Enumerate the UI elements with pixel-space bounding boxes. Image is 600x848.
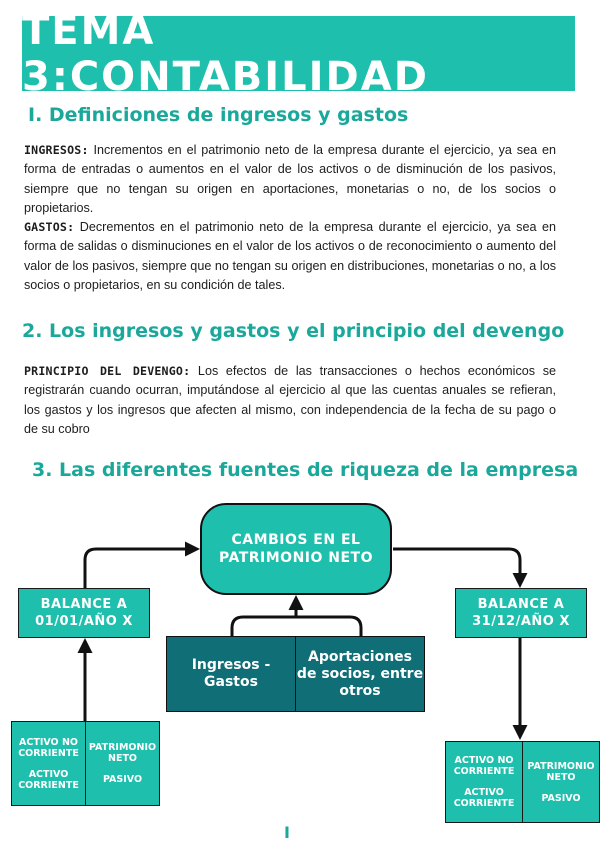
connector-center-to-end [393, 549, 520, 585]
section-heading-devengo: 2. Los ingresos y gastos y el principio del devengo [22, 320, 565, 342]
balance-sheet-end [445, 741, 600, 823]
gastos-definition [24, 218, 556, 295]
balance-start-node: BALANCE A 01/01/AÑO X [18, 588, 150, 638]
page-number: I [284, 823, 290, 842]
contributions-cell: Aportaciones de socios, entre otros [295, 637, 424, 711]
devengo-term: PRINCIPIO DEL DEVENGO: [24, 364, 191, 378]
liabilities-column [522, 742, 599, 822]
patrimonio-neto-changes-node: CAMBIOS EN EL PATRIMONIO NETO [200, 503, 392, 595]
pasivo-label: PASIVO [102, 774, 143, 785]
assets-column [12, 722, 85, 805]
patrimonio-neto-label: PATRIMONIO NETO [88, 742, 157, 764]
assets-column [446, 742, 522, 822]
patrimonio-neto-label: PATRIMONIO NETO [527, 760, 595, 783]
ingresos-text: Incrementos en el patrimonio neto de la empresa durante el ejercicio, ya sea en forma de entradas o aumentos en el valor de los activos o de disminución de los pasivos, siempre que no tengan su origen en aportaciones, monetarias o no, de los socios o propietarios. [24, 143, 556, 215]
income-expenses-cell: Ingresos - Gastos [191, 657, 271, 690]
activo-no-corriente-label: ACTIVO NO CORRIENTE [18, 736, 79, 759]
pasivo-label: PASIVO [541, 792, 581, 804]
devengo-text: Los efectos de las transacciones o hechos económicos se registrarán cuando ocurran, imputándose al ejercicio al que las cuentas anuales se refieran, los gastos y los ingresos que afecten al mismo, con independencia de la fecha de su pago o de su cobro [24, 364, 556, 436]
balance-sheet-start [11, 721, 160, 806]
section-heading-definitions: I. Definiciones de ingresos y gastos [28, 104, 409, 126]
connector-sources-to-center [232, 598, 361, 636]
activo-corriente-label: ACTIVO CORRIENTE [18, 768, 79, 791]
gastos-text: Decrementos en el patrimonio neto de la empresa durante el ejercicio, ya sea en forma de salidas o disminuciones en el valor de los activos o de reconocimiento o aumento del valor de los pasivos, siempre que no tengan su origen en distribuciones, monetarias o no, a los socios o propietarios, en su condición de tales. [24, 220, 556, 292]
ingresos-term: INGRESOS: [24, 143, 89, 157]
page-title: TEMA 3:CONTABILIDAD [22, 7, 429, 100]
connector-start-to-center [85, 549, 197, 588]
section-heading-fuentes: 3. Las diferentes fuentes de riqueza de la empresa [32, 459, 579, 481]
activo-no-corriente-label: ACTIVO NO CORRIENTE [453, 755, 515, 777]
sources-node [166, 636, 425, 712]
title-banner [22, 7, 575, 100]
gastos-term: GASTOS: [24, 220, 75, 234]
activo-corriente-label: ACTIVO CORRIENTE [453, 787, 515, 809]
devengo-definition [24, 362, 556, 439]
ingresos-definition [24, 141, 556, 218]
balance-end-node: BALANCE A 31/12/AÑO X [455, 588, 587, 638]
liabilities-column [85, 722, 159, 805]
